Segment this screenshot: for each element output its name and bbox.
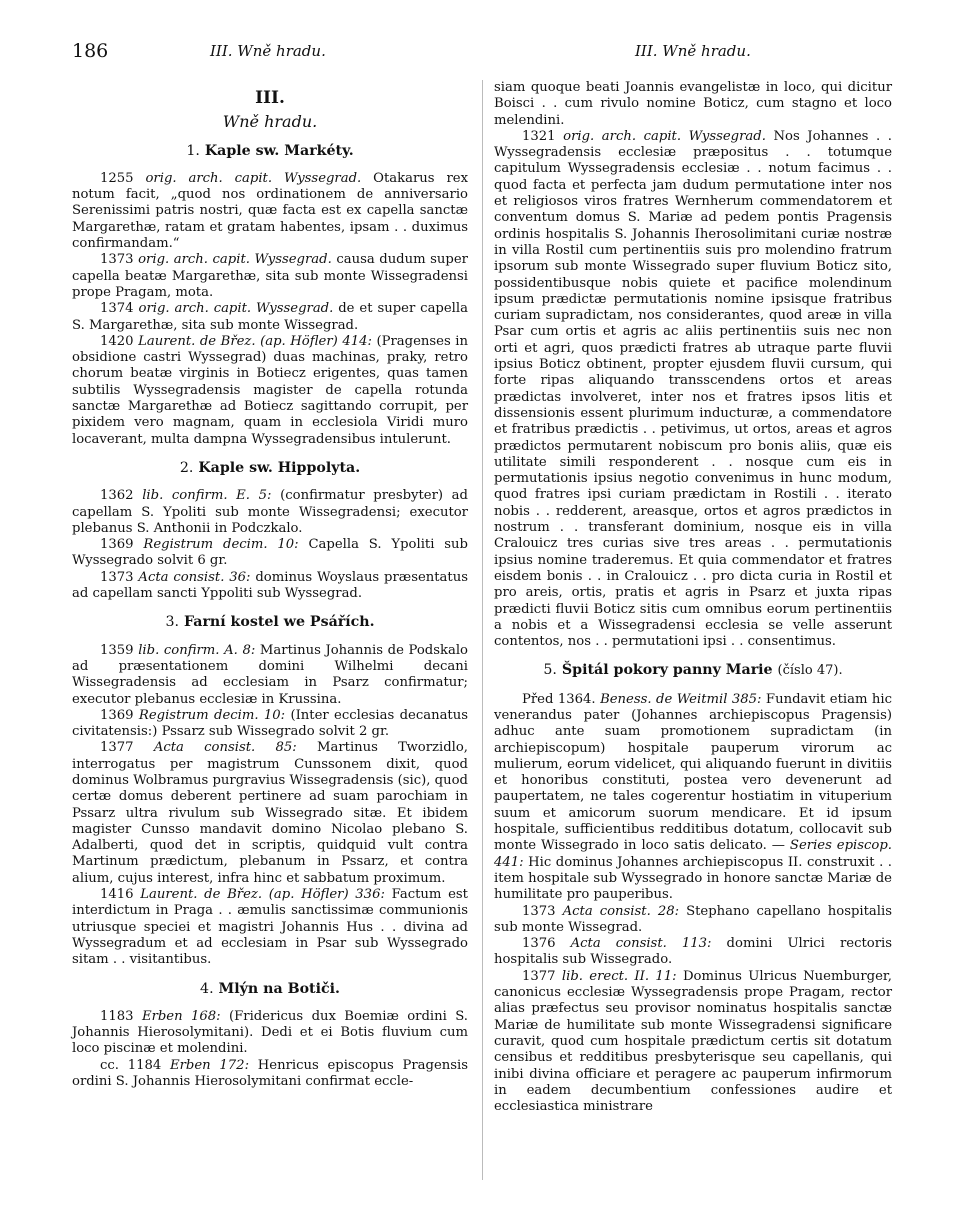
entry-1369: 1369 Registrum decim. 10: Capella S. Ypoliti sub Wyssegrado solvit 6 gr. bbox=[72, 537, 468, 569]
section-heading: 2. Kaple sw. Hippolyta. bbox=[179, 459, 361, 476]
entry-1377: 1377 lib. erect. II. 11: Dominus Ulricus Nuemburger, canonicus ecclesiæ Wyssegradensis prope Pragam, rector alias præfectus seu provisor nominatus hospitalis sanctæ Mariæ de humilitate sub monte Wissegradensi significare curavit, quod cum hospitale prædictum certis sit dotatum censibus et redditibus presbyterisque seu capellanis, qui inibi divina officiare et peragere ac pauperum infirmorum in eadem decumbentium confessiones audire et ecclesiastica ministrare bbox=[494, 968, 892, 1115]
right-column bbox=[494, 80, 892, 1115]
running-head-right: III. Wně hradu. bbox=[635, 42, 751, 60]
entry-1321: 1321 orig. arch. capit. Wyssegrad. Nos Johannes . . Wyssegradensis ecclesiæ præpositus . . totumque capitulum Wyssegradensis ecclesiæ . . notum facimus . . quod facta et perfecta jam dudum permutatione inter nos et religiosos viros fratres Wernherum commendatorem et conventum domus S. Mariæ ad pedem pontis Pragensis ordinis hospitalis S. Johannis Iherosolimitani curiæ nostræ in villa Rostil cum pertinentiis suis pro molendino fratrum ipsorum sub monte Wissegrado super fluvium Boticz sito, possidentibusque nobis quiete et pacifice molendinum ipsum prædictæ permutationis nomine ipsisque fratribus curiam supradictam, nos considerantes, quod areæ in villa Psar cum ortis et agris ac aliis pertinentiis suis nec non orti et agri, quos prædicti fratres ab utraque parte fluvii ipsius Boticz obtinent, propter ejusdem fluvii cursum, qui forte ripas aliquando transscendens ortos et areas prædictas involveret, inter nos et fratres ipsos litis et dissensionis essent plurimum inducturæ, a commendatore et fratribus prædictis . . petivimus, ut ortos, areas et agros prædictos permutarent nobiscum pro bonis aliis, quæ eis utilitate simili responderent . . nosque cum eis in permutationis ipsius negotio convenimus in hunc modum, quod fratres ipsi curiam prædictam in Rostili . . iterato nobis . . redderent, areasque, ortos et agros prædictos in nostrum . . transferant dominium, nosque eis in villa Cralouicz tres curias sive tres areas . . permutationis ipsius nomine traderemus. Et quia commendator et fratres eisdem bonis . . in Cralouicz . . pro dicta curia in Rostil et pro areis, ortis, pratis et agris in Psarz et juxta ripas prædicti fluvii Boticz sitis cum omnibus eorum pertinentiis a nobis et a Wissegradensi ecclesia se velle asserunt contentos, nos . . permutationi ipsi . . consentimus. bbox=[494, 128, 892, 650]
section-title: Kaple sw. Markéty. bbox=[204, 142, 354, 159]
entry-1420: 1420 Laurent. de Břez. (ap. Höfler) 414: (Pragenses in obsidione castri Wyssegrad) duas machinas, praky, retro chorum beatæ virginis in Botiecz erigentes, quas tamen subtilis Wyssegradensis magister de capella rotunda sanctæ Margarethæ ad Botiecz sagittando corrupit, per pixidem vero magnam, quam in ecclesiola Viridi muro locaverant, multa dampna Wyssegradensibus intulerunt. bbox=[72, 333, 468, 447]
section-number: 1. bbox=[186, 142, 200, 159]
continued-text: siam quoque beati Joannis evangelistæ in loco, qui dicitur Boisci . . cum rivulo nomine Boticz, cum stagno et loco melendini. bbox=[494, 80, 892, 128]
entry-1373: 1373 orig. arch. capit. Wyssegrad. causa dudum super capella beatæ Margarethæ, sita sub monte Wissegradensi prope Pragam, mota. bbox=[72, 252, 468, 300]
running-head-left: III. Wně hradu. bbox=[210, 42, 326, 60]
part-title: Wně hradu. bbox=[222, 112, 318, 132]
part-number: III. bbox=[255, 88, 285, 108]
entry-1359: 1359 lib. confirm. A. 8: Martinus Johannis de Podskalo ad præsentationem domini Wilhelmi decani Wissegradensis ad ecclesiam in Psarz confirmatur; executor plebanus ecclesiæ in Krussina. bbox=[72, 642, 468, 707]
entry-1184: cc. 1184 Erben 172: Henricus episcopus Pragensis ordini S. Johannis Hierosolymitani confirmat eccle- bbox=[72, 1057, 468, 1090]
entry-1373: 1373 Acta consist. 36: dominus Woyslaus præsentatus ad capellam sancti Yppoliti sub Wyssegrad. bbox=[72, 569, 468, 602]
left-column bbox=[72, 80, 468, 1090]
entry-1376: 1376 Acta consist. 113: domini Ulrici rectoris hospitalis sub Wissegrado. bbox=[494, 936, 892, 968]
entry-1369: 1369 Registrum decim. 10: (Inter ecclesias decanatus civitatensis:) Pssarz sub Wissegrado solvit 2 gr. bbox=[72, 707, 468, 740]
column-divider bbox=[482, 80, 483, 1180]
entry-1377: 1377 Acta consist. 85: Martinus Tworzidlo, interrogatus per magistrum Cunssonem dixit, quod dominus Wolbramus purgravius Wissegradensis (sic), quod certæ domus deberent pertinere ad suam parochiam in Pssarz ultra rivulum sub Wissegrado sitæ. Et ibidem magister Cunsso mandavit domino Nicolao plebano S. Adalberti, quod det in scriptis, quidquid vult contra Martinum prædictum, plebanum in Pssarz, et contra alium, cujus interest, infra hinc et sabbatum proximum. bbox=[72, 740, 468, 886]
section-heading bbox=[72, 143, 468, 159]
page-header bbox=[0, 40, 960, 66]
section-heading: 5. Špitál pokory panny Marie (číslo 47). bbox=[543, 662, 843, 679]
section-heading: 4. Mlýn na Botiči. bbox=[200, 980, 340, 997]
entry-1183: 1183 Erben 168: (Fridericus dux Boemiæ ordini S. Johannis Hierosolymitani). Dedi et ei Botis fluvium cum loco piscinæ et molendini. bbox=[72, 1008, 468, 1057]
page-number: 186 bbox=[72, 40, 109, 62]
section-heading: 3. Farní kostel we Psářích. bbox=[165, 614, 375, 631]
entry-1255: 1255 orig. arch. capit. Wyssegrad. Otakarus rex notum facit, „quod nos ordinationem de anniversario Serenissimi patris nostri, quæ facta est ex capella sanctæ Margarethæ, ratam et gratam habentes, ipsam . . duximus confirmandam.“ bbox=[72, 170, 469, 252]
entry-1362: 1362 lib. confirm. E. 5: (confirmatur presbyter) ad capellam S. Ypoliti sub monte Wissegradensi; executor plebanus S. Anthonii in Podczkalo. bbox=[72, 488, 468, 536]
entry-1373: 1373 Acta consist. 28: Stephano capellano hospitalis sub monte Wissegrad. bbox=[494, 903, 892, 935]
entry-1364: Před 1364. Beness. de Weitmil 385: Fundavit etiam hic venerandus pater (Johannes archiepiscopus Pragensis) adhuc ante suam promotionem supradictam (in archiepiscopum) hospitale pauperum virorum ac mulierum, eorum videlicet, qui aliquando fuerunt in divitiis et honoribus constituti, postea vero devenerunt ad paupertatem, ne tales cogerentur hostiatim in vituperium suum et amicorum suorum mendicare. Et id ipsum hospitale, sufficientibus redditibus dotatum, collocavit sub monte Wissegrado in loco satis delicato. — Series episcop. 441: Hic dominus Johannes archiepiscopus II. construxit . . item hospitale sub Wyssegrado in honore sanctæ Mariæ de humilitate pro pauperibus. bbox=[494, 691, 893, 903]
entry-1416: 1416 Laurent. de Břez. (ap. Höfler) 336: Factum est interdictum in Praga . . æmulis sanctissimæ communionis utriusque speciei et magistri Johannis Hus . . divina ad Wyssegradum et ad ecclesiam in Psar sub Wyssegrado sitam . . visitantibus. bbox=[72, 887, 468, 968]
entry-1374: 1374 orig. arch. capit. Wyssegrad. de et super capella S. Margarethæ, sita sub monte Wissegrad. bbox=[72, 301, 468, 333]
